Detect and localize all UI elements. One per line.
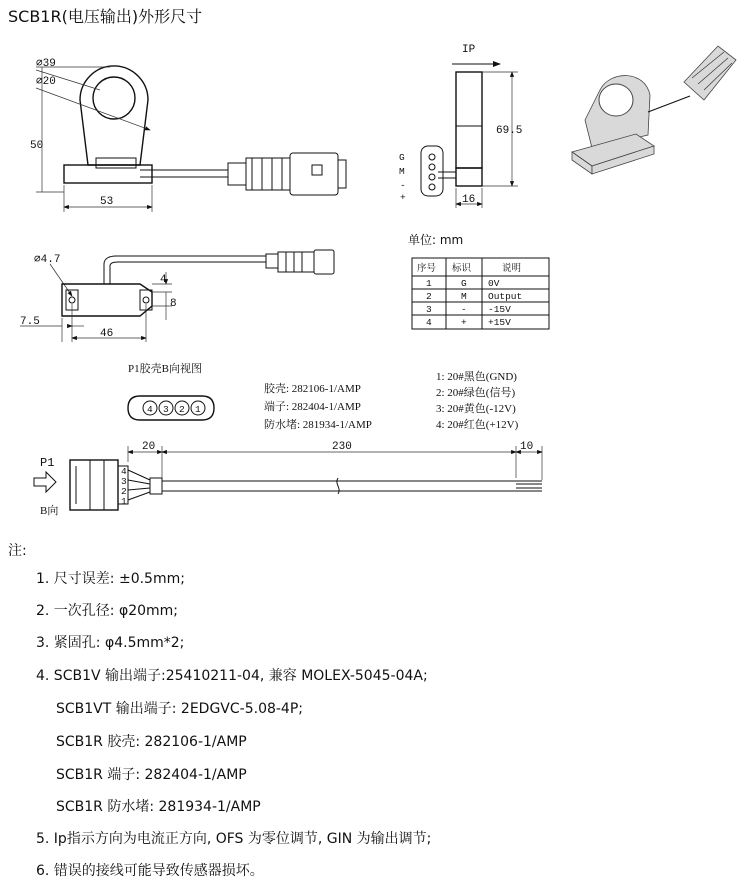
note-item: 2. 一次孔径: φ20mm; xyxy=(36,603,179,619)
front-dia-outer: ⌀39 xyxy=(36,58,56,70)
front-height-label: 50 xyxy=(30,140,44,152)
side-height-label: 69.5 xyxy=(496,125,523,137)
cable-dim-20: 20 xyxy=(142,441,156,453)
table-header-mark: 标识 xyxy=(452,264,472,274)
part-number-housing: 胶壳: 282106-1/AMP xyxy=(264,383,361,395)
part-numbers xyxy=(264,381,372,431)
side-width-label: 16 xyxy=(462,194,476,206)
face-pin-1: 1 xyxy=(195,404,201,415)
table-header-index: 序号 xyxy=(417,264,437,274)
connector-view-title: P1胶壳B向视图 xyxy=(128,363,202,375)
table-cell: Output xyxy=(488,291,523,302)
product-3d-illustration xyxy=(572,46,736,174)
table-cell: M xyxy=(461,291,467,302)
page-title: SCB1R(电压输出)外形尺寸 xyxy=(8,7,203,26)
note-item: 1. 尺寸误差: ±0.5mm; xyxy=(36,571,185,587)
part-number-terminal: 端子: 282404-1/AMP xyxy=(264,401,361,413)
b-direction-arrow xyxy=(34,472,56,492)
table-cell: -15V xyxy=(488,304,511,315)
side-body xyxy=(456,72,482,168)
table-cell: G xyxy=(461,278,467,289)
bottom-dim-7-5: 7.5 xyxy=(20,316,40,328)
cable-dim-230: 230 xyxy=(332,441,352,453)
note-item: 3. 紧固孔: φ4.5mm*2; xyxy=(36,635,185,651)
note-item: SCB1R 防水堵: 281934-1/AMP xyxy=(56,799,261,815)
ip-label: IP xyxy=(462,44,476,56)
note-item: 5. Ip指示方向为电流正方向, OFS 为零位调节, GIN 为输出调节; xyxy=(36,831,432,847)
cable-dim-10: 10 xyxy=(520,441,534,453)
wire-color-3: 3: 20#黄色(-12V) xyxy=(436,403,516,415)
note-item: 4. SCB1V 输出端子:25410211-04, 兼容 MOLEX-5045-04A; xyxy=(36,668,428,684)
note-item: 6. 错误的接线可能导致传感器损坏。 xyxy=(36,863,264,879)
pin-label-minus: - xyxy=(400,180,406,191)
front-width-label: 53 xyxy=(100,196,114,208)
cable-pin-4: 4 xyxy=(121,466,127,477)
front-dia-inner: ⌀20 xyxy=(36,76,56,88)
bottom-view xyxy=(20,250,334,342)
face-pin-4: 4 xyxy=(147,404,153,415)
cable-assembly xyxy=(34,441,542,517)
cable-pin-3: 3 xyxy=(121,476,127,487)
unit-label: 单位: mm xyxy=(408,233,464,247)
wire-color-2: 2: 20#绿色(信号) xyxy=(436,387,516,399)
table-cell: +15V xyxy=(488,317,511,328)
table-cell: 1 xyxy=(426,278,432,289)
wire-color-legend xyxy=(436,370,519,431)
pin-table xyxy=(412,258,549,329)
table-header-desc: 说明 xyxy=(502,264,522,274)
aperture-outline xyxy=(93,77,135,119)
b-direction-label: B向 xyxy=(40,505,59,517)
face-pin-2: 2 xyxy=(179,404,185,415)
table-cell: 0V xyxy=(488,278,500,289)
table-cell: - xyxy=(461,304,467,315)
front-view xyxy=(30,58,346,212)
pin-label-g: G xyxy=(399,152,405,163)
pin-label-m: M xyxy=(399,166,405,177)
bottom-dim-4: 4 xyxy=(160,274,167,286)
face-pin-3: 3 xyxy=(163,404,169,415)
wire-color-1: 1: 20#黑色(GND) xyxy=(436,371,517,383)
cable-pin-2: 2 xyxy=(121,486,127,497)
note-item: SCB1R 端子: 282404-1/AMP xyxy=(56,767,247,783)
cable-pin-1: 1 xyxy=(121,496,127,507)
wire-color-4: 4: 20#红色(+12V) xyxy=(436,419,519,431)
pin-label-plus: + xyxy=(400,192,406,203)
table-cell: 4 xyxy=(426,317,432,328)
notes-heading: 注: xyxy=(8,543,27,559)
hole-dia-label: ⌀4.7 xyxy=(34,254,61,266)
table-cell: 3 xyxy=(426,304,432,315)
note-item: SCB1VT 输出端子: 2EDGVC-5.08-4P; xyxy=(56,701,303,717)
side-view xyxy=(399,44,522,208)
connector-face-view xyxy=(128,361,214,420)
bottom-dim-8: 8 xyxy=(170,298,177,310)
part-number-seal: 防水堵: 281934-1/AMP xyxy=(264,419,372,431)
table-cell: 2 xyxy=(426,291,432,302)
note-item: SCB1R 胶壳: 282106-1/AMP xyxy=(56,734,247,750)
bottom-dim-46: 46 xyxy=(100,328,114,340)
table-cell: + xyxy=(461,317,467,328)
p1-label: P1 xyxy=(40,456,55,470)
